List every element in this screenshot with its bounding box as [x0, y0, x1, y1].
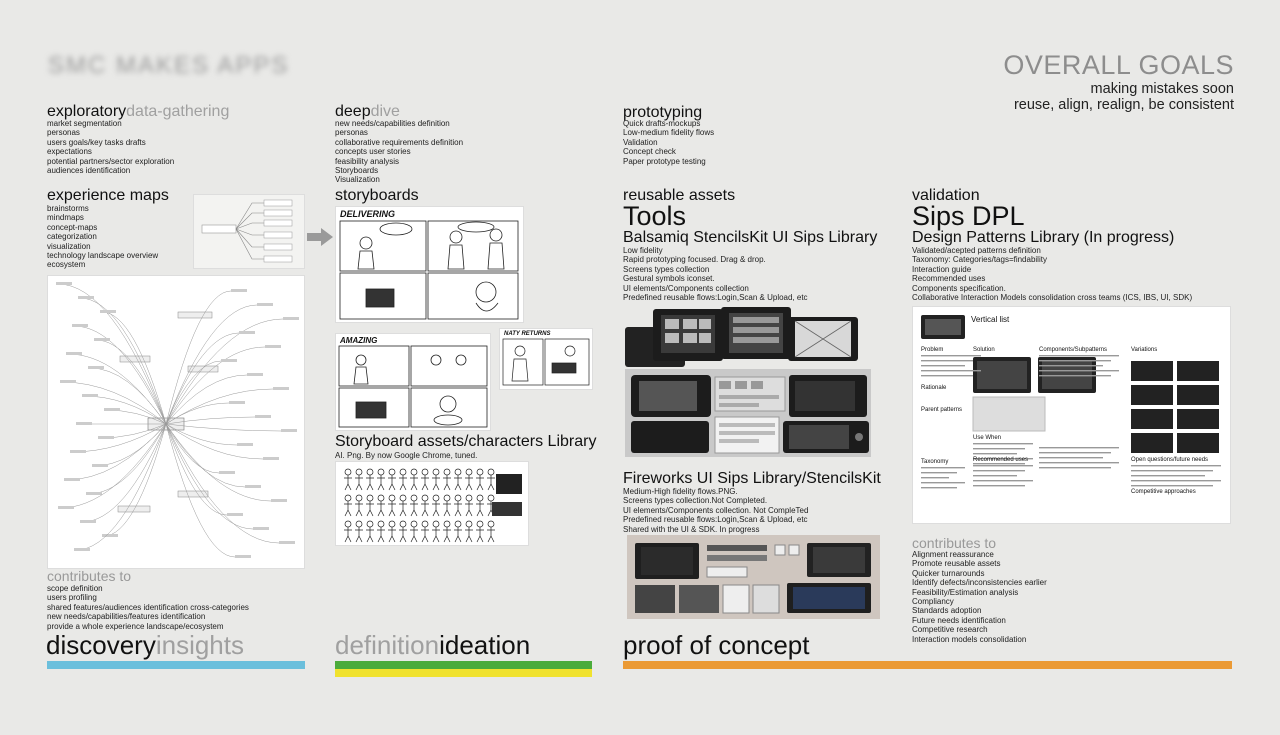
list-item: ecosystem	[47, 260, 86, 270]
contributes-list-4	[912, 550, 1047, 644]
list-item: brainstorms	[47, 204, 89, 213]
validation-list	[912, 246, 1192, 302]
list-item: expectations	[47, 147, 92, 157]
overall-goals	[1003, 50, 1234, 113]
list-item: Validated/acepted patterns definition	[912, 246, 1041, 255]
footer-grey: definition	[335, 630, 440, 660]
list-item: users goals/key tasks drafts	[47, 137, 146, 147]
list-item: Shared with the UI & SDK. In progress	[623, 524, 760, 534]
contributes-heading-1: contributes to	[47, 568, 132, 584]
list-item: market segmentation	[47, 119, 122, 128]
storyboard-comic-naty	[499, 328, 593, 390]
dpl-title: Design Patterns Library (In progress)	[912, 229, 1175, 246]
list-item: new needs/capabilities/features identification	[47, 612, 206, 622]
mindmap-thumbnail	[193, 194, 305, 269]
footer-main: ideation	[439, 630, 531, 660]
list-item: Interaction models consolidation	[912, 634, 1027, 644]
definition-bar-yellow	[335, 669, 592, 677]
list-item: Concept check	[623, 147, 676, 157]
list-item: Standards adoption	[912, 606, 982, 616]
doc-title: Vertical list	[971, 315, 1010, 324]
list-item: Screens types collection.Not Completed.	[623, 496, 768, 506]
list-item: Quicker turnarounds	[912, 568, 985, 578]
list-item: shared features/audiences identification cross-categories	[47, 602, 249, 612]
list-item: Visualization	[335, 175, 380, 185]
sips-dpl-title: Sips DPL	[912, 201, 1025, 231]
heading-grey: data-gathering	[126, 103, 230, 120]
list-item: Components specification.	[912, 283, 1006, 293]
list-item: Rapid prototyping focused. Drag & drop.	[623, 255, 766, 265]
list-item: Gestural symbols iconset.	[623, 274, 715, 284]
mindmap-large	[47, 275, 305, 569]
doc-section: Open questions/future needs	[1131, 457, 1209, 463]
storyboard-comic-delivering	[335, 206, 524, 323]
list-item: personas	[47, 128, 80, 138]
list-item: Feasibility/Estimation analysis	[912, 587, 1019, 597]
list-item: Quick drafts-mockups	[623, 119, 701, 128]
list-item: categorization	[47, 232, 97, 242]
experience-maps-heading: experience maps	[47, 187, 169, 204]
dpl-document	[912, 306, 1231, 524]
experience-maps-list	[47, 204, 158, 270]
doc-section: Variations	[1131, 347, 1158, 353]
list-item: technology landscape overview	[47, 251, 159, 261]
discovery-bar	[47, 661, 305, 669]
list-item: Promote reusable assets	[912, 559, 1001, 569]
list-item: Identify defects/inconsistencies earlier	[912, 578, 1047, 588]
list-item: Collaborative Interaction Models consolidation cross teams (ICS, IBS, UI, SDK)	[912, 293, 1193, 303]
contributes-heading-4: contributes to	[912, 535, 997, 551]
list-item: Medium-High fidelity flows.PNG.	[623, 487, 738, 496]
goals-title: OVERALL GOALS	[1003, 50, 1234, 80]
footer-main: discovery	[46, 630, 156, 660]
doc-section: Taxonomy	[921, 459, 949, 465]
balsamiq-title: Balsamiq StencilsKit UI Sips Library	[623, 229, 878, 246]
fireworks-title: Fireworks UI Sips Library/StencilsKit	[623, 470, 881, 487]
arrow-right-icon	[307, 228, 333, 246]
fireworks-list	[623, 487, 808, 534]
doc-section: Parent patterns	[921, 407, 963, 413]
validation-heading: validation	[912, 187, 980, 204]
assets-caption: AI. Png. By now Google Chrome, tuned.	[335, 451, 478, 460]
goals-line-1: making mistakes soon	[1090, 81, 1234, 97]
footer-proof: proof of concept	[623, 630, 810, 660]
list-item: Compliancy	[912, 597, 954, 607]
heading-grey: dive	[370, 103, 400, 120]
prototyping-heading: prototyping	[623, 104, 703, 121]
list-item: Alignment reassurance	[912, 550, 994, 559]
list-item: new needs/capabilities definition	[335, 119, 450, 128]
contributes-list-1	[47, 584, 249, 631]
list-item: Storyboards	[335, 166, 379, 176]
list-item: UI elements/Components collection	[623, 283, 749, 293]
reusable-heading: reusable assets	[623, 187, 736, 204]
list-item: Paper prototype testing	[623, 156, 706, 166]
exploratory-list	[47, 119, 174, 175]
list-item: Recommended uses	[912, 274, 986, 284]
list-item: Screens types collection	[623, 264, 710, 274]
list-item: provide a whole experience landscape/ecosystem	[47, 621, 224, 631]
heading-main: exploratory	[47, 103, 127, 120]
doc-section: Use When	[973, 435, 1002, 441]
list-item: concepts user stories	[335, 147, 411, 157]
list-item: Low fidelity	[623, 246, 663, 255]
deepdive-heading	[335, 103, 400, 120]
list-item: visualization	[47, 241, 91, 251]
doc-section: Solution	[973, 347, 995, 353]
storyboard-comic-amazing	[335, 333, 491, 431]
list-item: concept-maps	[47, 222, 98, 232]
list-item: scope definition	[47, 584, 103, 593]
deepdive-list	[335, 119, 463, 185]
fireworks-library	[627, 535, 880, 619]
list-item: Future needs identification	[912, 615, 1006, 625]
list-item: users profiling	[47, 593, 97, 603]
doc-section: Recommended uses	[973, 457, 1029, 463]
comic-title: NATY RETURNS	[504, 331, 551, 337]
list-item: Interaction guide	[912, 264, 972, 274]
doc-section: Competitive approaches	[1131, 489, 1196, 495]
doc-section: Components/Subpatterns	[1039, 347, 1108, 353]
prototyping-list	[623, 119, 714, 166]
footer-discovery	[46, 631, 244, 659]
footer-definition	[335, 631, 530, 659]
list-item: UI elements/Components collection. Not CompleTed	[623, 505, 809, 515]
list-item: feasibility analysis	[335, 156, 400, 166]
doc-section: Problem	[921, 347, 944, 353]
list-item: Competitive research	[912, 625, 988, 635]
assets-heading: Storyboard assets/characters Library	[335, 433, 597, 450]
balsamiq-screens	[623, 305, 873, 460]
heading-main: deep	[335, 103, 371, 120]
storyboards-heading: storyboards	[335, 187, 419, 204]
exploratory-heading	[47, 103, 229, 120]
list-item: collaborative requirements definition	[335, 137, 464, 147]
list-item: audiences identification	[47, 166, 131, 176]
list-item: Low-medium fidelity flows	[623, 128, 715, 138]
doc-section: Rationale	[921, 385, 947, 391]
list-item: personas	[335, 128, 368, 138]
list-item: Predefined reusable flows:Login,Scan & Upload, etc	[623, 515, 808, 525]
list-item: potential partners/sector exploration	[47, 156, 175, 166]
comic-title: AMAZING	[340, 336, 378, 345]
definition-bar-green	[335, 661, 592, 669]
list-item: Taxonomy: Categories/tags=findability	[912, 255, 1047, 265]
list-item: Validation	[623, 137, 658, 147]
comic-title: DELIVERING	[340, 209, 396, 219]
characters-library	[335, 461, 529, 546]
tools-title: Tools	[623, 201, 687, 231]
proof-bar	[623, 661, 1232, 669]
list-item: Predefined reusable flows:Login,Scan & Upload, etc	[623, 293, 808, 303]
blurred-title: SMC MAKES APPS	[48, 52, 290, 79]
goals-line-2: reuse, align, realign, be consistent	[1013, 97, 1234, 113]
list-item: mindmaps	[47, 213, 84, 223]
balsamiq-list	[623, 246, 808, 302]
footer-grey: insights	[155, 630, 244, 660]
